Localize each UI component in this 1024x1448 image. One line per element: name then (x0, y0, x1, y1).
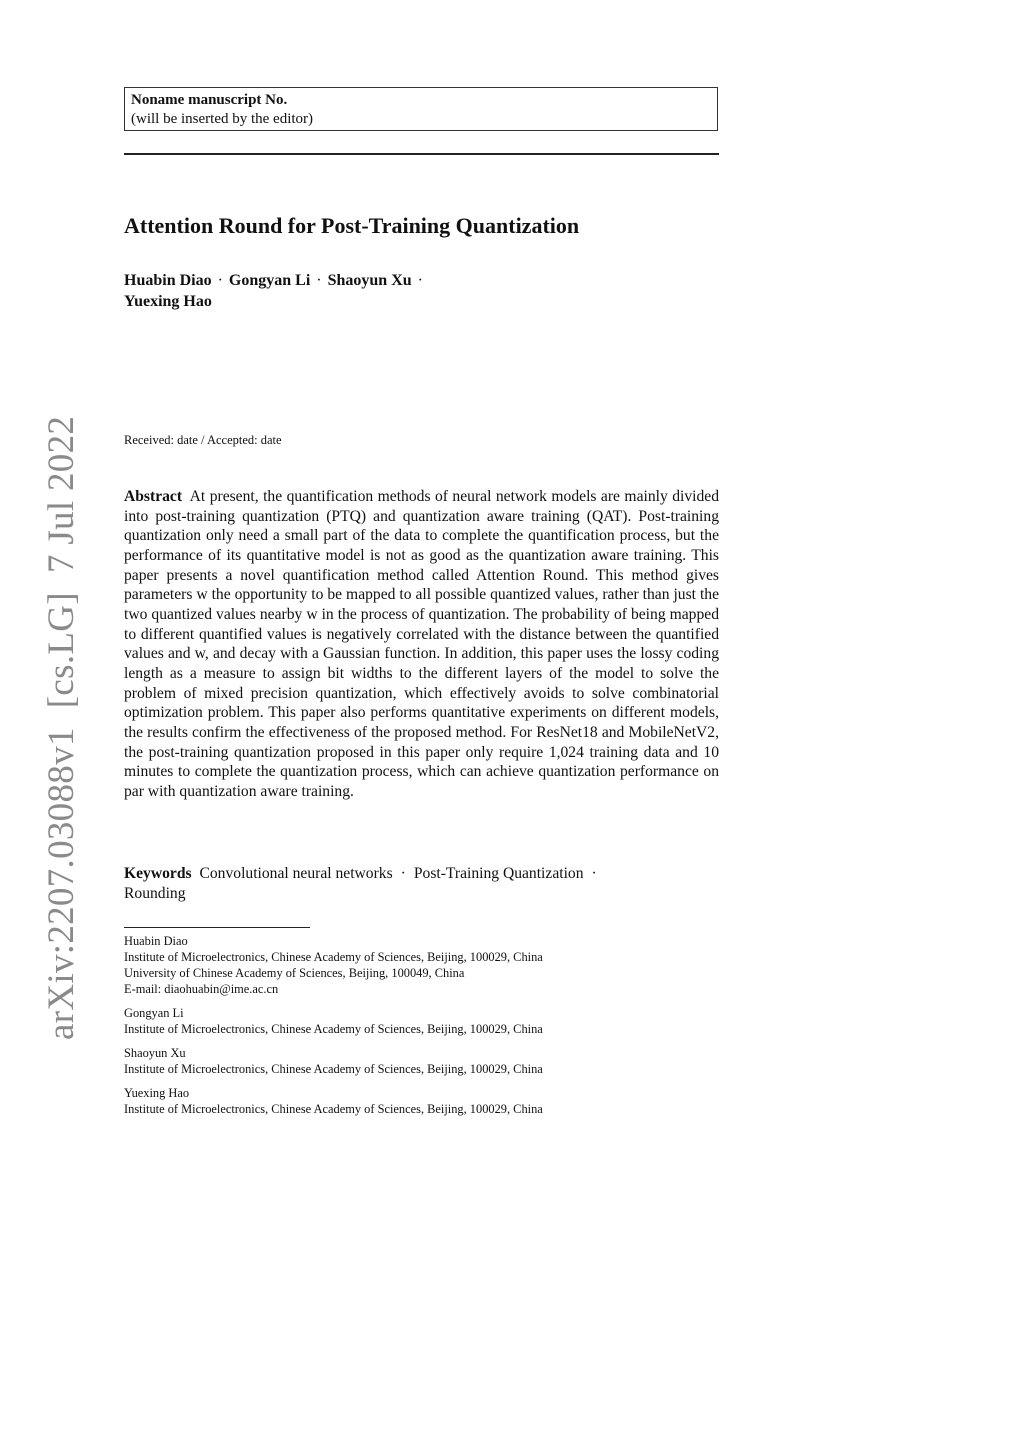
affiliation-author: Gongyan Li (124, 1006, 184, 1020)
manuscript-box (124, 87, 718, 131)
author-name: Gongyan Li (228, 272, 311, 289)
affiliation-line: Institute of Microelectronics, Chinese Academy of Sciences, Beijing, 100029, China (124, 1022, 543, 1036)
keyword: Rounding (124, 884, 186, 902)
paper-title: Attention Round for Post-Training Quantization (124, 213, 580, 238)
manuscript-number: Noname manuscript No. (131, 92, 288, 108)
affiliation-group (124, 1045, 724, 1077)
affiliation-group (124, 1005, 724, 1037)
author-separator: · (316, 272, 322, 289)
author-name: Shaoyun Xu (327, 272, 412, 289)
affiliation-line: Institute of Microelectronics, Chinese Academy of Sciences, Beijing, 100029, China (124, 950, 543, 964)
affiliation-author: Huabin Diao (124, 934, 188, 948)
affiliations (124, 933, 724, 1125)
author-separator: · (217, 272, 223, 289)
author-separator: · (417, 272, 423, 289)
received-accepted-dates: Received: date / Accepted: date (124, 433, 282, 447)
affiliation-group (124, 933, 724, 997)
affiliation-line: University of Chinese Academy of Sciences, Beijing, 100049, China (124, 966, 465, 980)
keywords-label: Keywords (124, 865, 192, 882)
keyword: Post-Training Quantization (413, 865, 584, 882)
affiliation-line: Institute of Microelectronics, Chinese Academy of Sciences, Beijing, 100029, China (124, 1102, 543, 1116)
abstract-label: Abstract (124, 488, 183, 505)
author-list (124, 270, 724, 312)
affiliation-author: Shaoyun Xu (124, 1046, 186, 1060)
affiliation-line: Institute of Microelectronics, Chinese Academy of Sciences, Beijing, 100029, China (124, 1062, 543, 1076)
abstract (124, 487, 719, 802)
keyword-separator: · (400, 865, 406, 882)
arxiv-identifier: arXiv:2207.03088v1 [cs.LG] 7 Jul 2022 (41, 415, 82, 1040)
affiliation-group (124, 1085, 724, 1117)
author-name: Huabin Diao (124, 272, 212, 289)
header-rule (124, 153, 719, 155)
footnote-rule (124, 927, 310, 928)
abstract-text: At present, the quantification methods of neural network models are mainly divided into post-training quantization (PTQ) and quantization aware training (QAT). Post-training quantization only need a small part of the data to complete the quantification process, but the performance of its quantitative model is not as good as the quantization aware training. This paper presents a novel quantification method called Attention Round. This method gives parameters w the opportunity to be mapped to all possible quantized values, rather than just the two quantized values nearby w in the process of quantization. The probability of being mapped to different quantified values is negatively correlated with the distance between the quantified values and w, and decay with a Gaussian function. In addition, this paper uses the lossy coding length as a measure to assign bit widths to the different layers of the model to solve the problem of mixed precision quantization, which effectively avoids to solve combinatorial optimization problem. This paper also performs quantitative experiments on different models, the results confirm the effectiveness of the proposed method. For ResNet18 and MobileNetV2, the post-training quantization proposed in this paper only require 1,024 training data and 10 minutes to complete the quantization process, which can achieve quantization performance on par with quantization aware training. (124, 488, 719, 800)
author-email: E-mail: diaohuabin@ime.ac.cn (124, 982, 279, 996)
author-name: Yuexing Hao (124, 293, 212, 310)
editor-note: (will be inserted by the editor) (131, 111, 314, 127)
keyword: Convolutional neural networks (199, 865, 393, 882)
affiliation-author: Yuexing Hao (124, 1086, 190, 1100)
keywords (124, 864, 719, 903)
keyword-separator: · (591, 865, 597, 882)
